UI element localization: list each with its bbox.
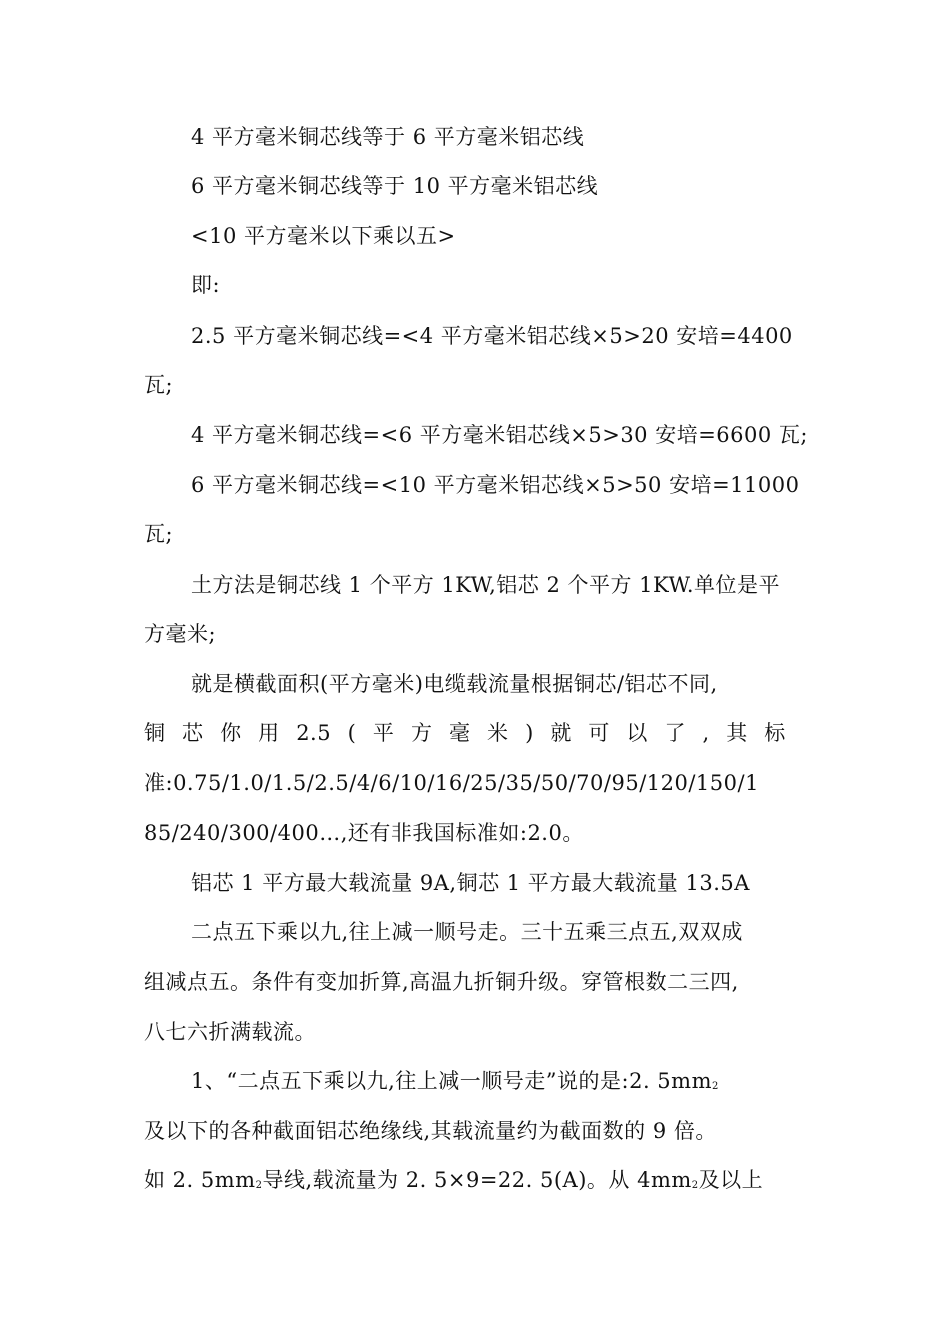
text-line: 85/240/300/400…,还有非我国标准如:2.0。	[144, 821, 584, 845]
word: 标	[764, 721, 786, 745]
word: (	[347, 721, 357, 745]
text-line: 组减点五。条件有变加折算,高温九折铜升级。穿管根数二三四,	[144, 970, 739, 994]
text-line: 就是横截面积(平方毫米)电缆载流量根据铜芯/铝芯不同,	[191, 672, 718, 696]
text-line: 八七六折满载流。	[144, 1020, 316, 1044]
superscript: 2	[711, 1081, 719, 1092]
word: 你	[220, 721, 242, 745]
text-line: 4 平方毫米铜芯线=<6 平方毫米铝芯线×5>30 安培=6600 瓦;	[191, 423, 809, 447]
word: 米	[487, 721, 509, 745]
text-line: 二点五下乘以九,往上减一顺号走。三十五乘三点五,双双成	[191, 920, 743, 944]
text-line: <10 平方毫米以下乘以五>	[191, 224, 456, 248]
word: 可	[588, 721, 610, 745]
superscript: 2	[255, 1180, 263, 1191]
justified-text-line	[144, 719, 786, 747]
word: 其	[726, 721, 748, 745]
text-line: 即:	[191, 273, 221, 297]
word: 用	[258, 721, 280, 745]
text-line: 方毫米;	[144, 622, 217, 646]
text-line: 4 平方毫米铜芯线等于 6 平方毫米铝芯线	[191, 125, 585, 149]
text-line: 及以下的各种截面铝芯绝缘线,其载流量约为截面数的 9 倍。	[144, 1119, 717, 1143]
word: 了	[664, 721, 686, 745]
word: 铜	[144, 721, 166, 745]
text-line	[191, 1067, 786, 1095]
text-line: 准:0.75/1.0/1.5/2.5/4/6/10/16/25/35/50/70/95/120/150/1	[144, 771, 759, 795]
text-segment: 导线,载流量为 2. 5×9=22. 5(A)。从 4mm	[262, 1168, 692, 1192]
word: 芯	[182, 721, 204, 745]
text-line: 铝芯 1 平方最大载流量 9A,铜芯 1 平方最大载流量 13.5A	[191, 871, 750, 895]
text-line: 土方法是铜芯线 1 个平方 1KW,铝芯 2 个平方 1KW.单位是平	[191, 573, 781, 597]
word: 平	[372, 721, 395, 745]
superscript: 2	[691, 1180, 699, 1191]
word: ,	[702, 721, 710, 745]
text-line: 2.5 平方毫米铜芯线=<4 平方毫米铝芯线×5>20 安培=4400	[191, 324, 793, 348]
text-segment: 1、“二点五下乘以九,往上减一顺号走”说的是:2. 5mm	[191, 1069, 712, 1093]
text-segment: 如 2. 5mm	[144, 1168, 256, 1192]
text-line: 6 平方毫米铜芯线等于 10 平方毫米铝芯线	[191, 174, 599, 198]
word: 毫	[448, 721, 471, 745]
word: 以	[626, 721, 648, 745]
text-line: 瓦;	[144, 373, 174, 397]
text-line: 瓦;	[144, 522, 174, 546]
word: 方	[410, 721, 433, 745]
word: 2.5	[296, 721, 332, 745]
text-line	[144, 1166, 786, 1194]
word: 就	[550, 721, 572, 745]
text-segment: 及以上	[698, 1168, 764, 1192]
word: )	[525, 721, 534, 745]
text-line: 6 平方毫米铜芯线=<10 平方毫米铝芯线×5>50 安培=11000	[191, 473, 800, 497]
